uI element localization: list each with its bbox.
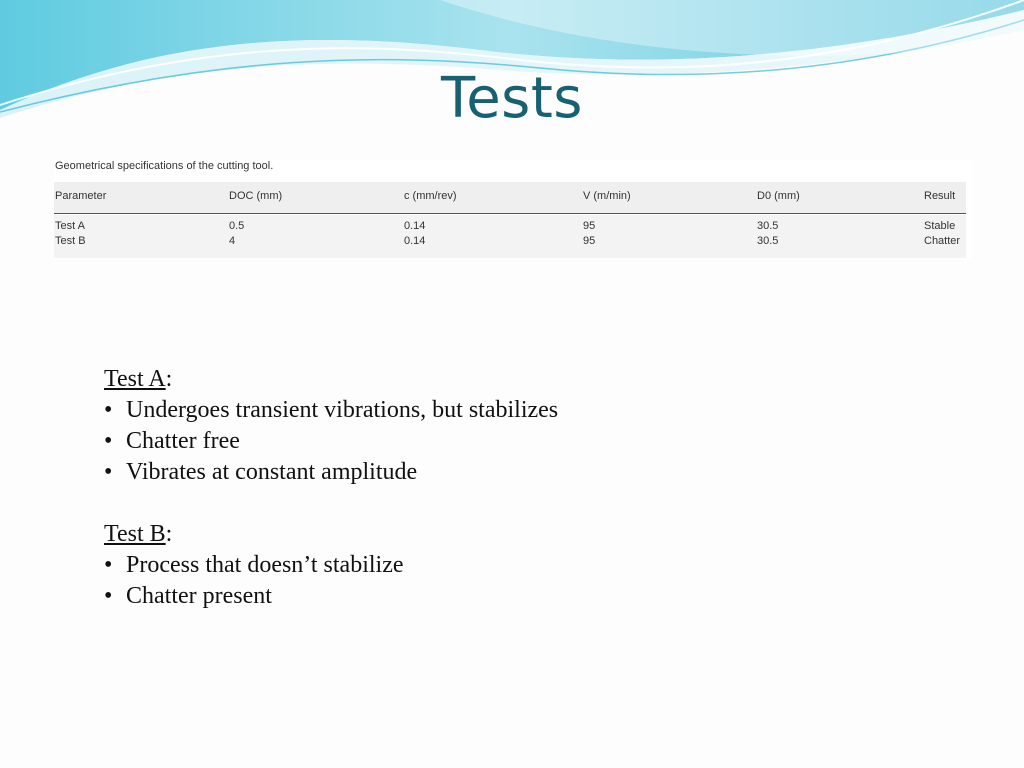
bullet-icon: •	[104, 397, 113, 423]
bullet-icon: •	[104, 459, 113, 485]
table-header-cell: Parameter	[55, 190, 107, 202]
table-cell: 95	[583, 220, 596, 232]
table-cell: 0.14	[404, 220, 426, 232]
list-item	[104, 457, 804, 488]
specifications-table	[54, 160, 972, 260]
list-item	[104, 426, 804, 457]
table-cell: Test B	[55, 235, 86, 247]
table-header-cell: D0 (mm)	[757, 190, 800, 202]
bullet-icon: •	[104, 552, 113, 578]
test-b-heading: Test B	[104, 521, 166, 547]
bullet-text: Vibrates at constant amplitude	[126, 459, 418, 485]
table-header-cell: DOC (mm)	[229, 190, 283, 202]
bullet-text: Chatter free	[126, 428, 240, 454]
table-cell: Test A	[55, 220, 85, 232]
table-caption: Geometrical specifications of the cutting tool.	[55, 160, 274, 172]
table-header-band	[54, 182, 966, 214]
table-cell: 30.5	[757, 235, 779, 247]
table-cell: Chatter	[924, 235, 961, 247]
bullet-text: Undergoes transient vibrations, but stabilizes	[126, 397, 559, 423]
table-cell: Stable	[924, 220, 956, 232]
table-cell: 4	[229, 235, 236, 247]
table-header-cell: V (m/min)	[583, 190, 631, 202]
table-body-band	[54, 215, 966, 258]
table-cell: 0.5	[229, 220, 245, 232]
test-a-heading: Test A	[104, 366, 166, 392]
heading-colon: :	[165, 521, 173, 547]
table-header-cell: c (mm/rev)	[404, 190, 457, 202]
table-cell: 0.14	[404, 235, 426, 247]
list-item	[104, 550, 804, 581]
heading-colon: :	[165, 366, 173, 392]
bullet-text: Chatter present	[126, 583, 272, 609]
table-cell: 30.5	[757, 220, 779, 232]
spacer	[104, 488, 804, 519]
slide-title: Tests	[441, 66, 583, 131]
test-b-heading-line	[104, 519, 804, 550]
list-item	[104, 581, 804, 612]
bullet-icon: •	[104, 428, 113, 454]
test-a-heading-line	[104, 364, 804, 395]
list-item	[104, 395, 804, 426]
test-notes	[104, 364, 804, 612]
table-header-cell: Result	[924, 190, 956, 202]
bullet-text: Process that doesn’t stabilize	[126, 552, 404, 578]
bullet-icon: •	[104, 583, 113, 609]
table-cell: 95	[583, 235, 596, 247]
